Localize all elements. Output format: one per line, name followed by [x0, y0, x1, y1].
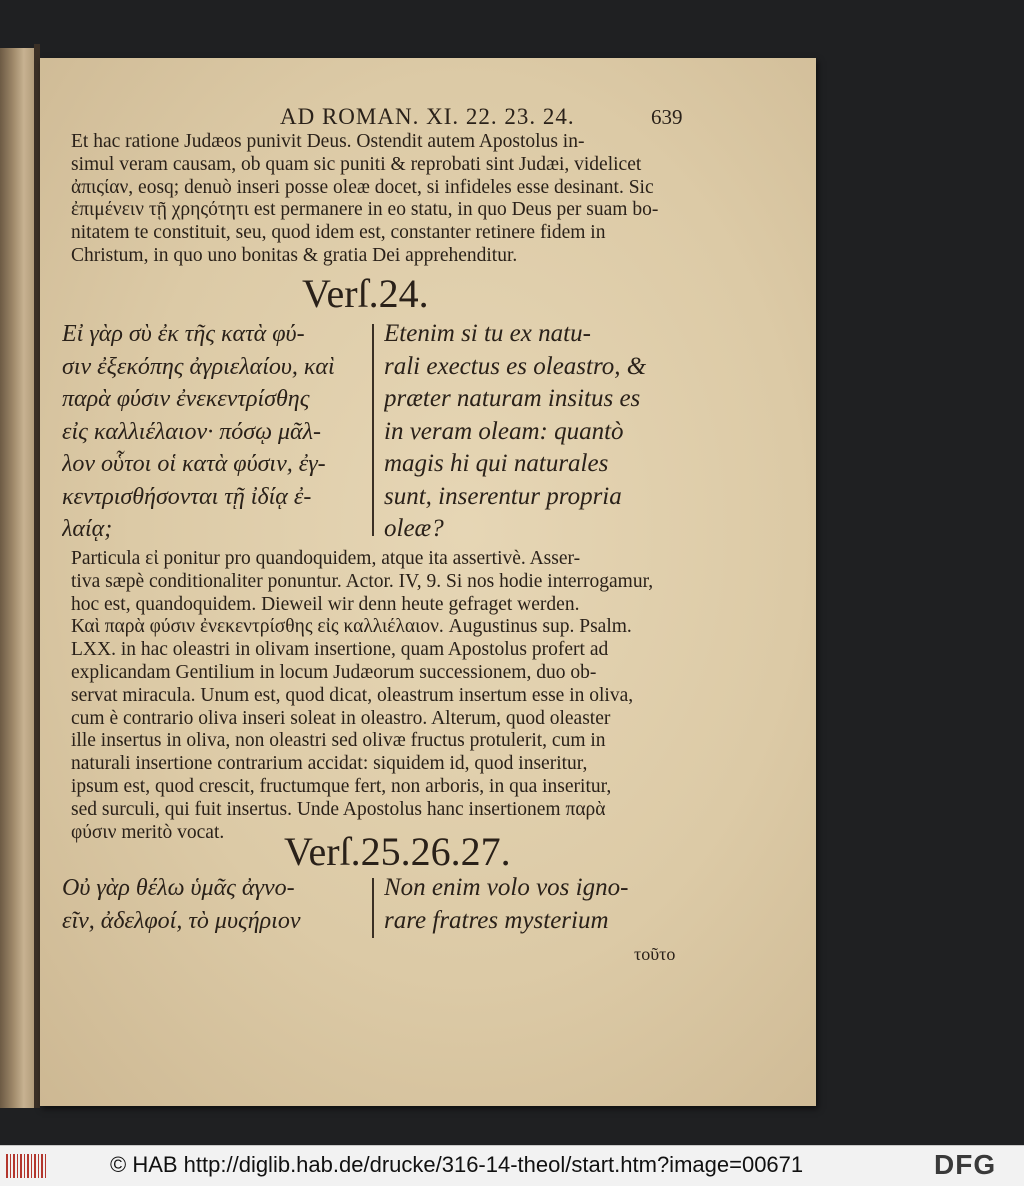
text-line: nitatem te constituit, seu, quod idem est, constanter retinere fidem in — [71, 222, 606, 244]
copyright-link[interactable]: © HAB http://diglib.hab.de/drucke/316-14-theol/start.htm?image=00671 — [110, 1152, 804, 1177]
latin-line: Non enim volo vos igno- — [384, 874, 629, 901]
text-line: Et hac ratione Judæos punivit Deus. Ostendit autem Apostolus in- — [71, 131, 585, 152]
latin-line: rare fratres mysterium — [384, 906, 609, 934]
verse-heading: Verſ.24. — [302, 271, 429, 316]
greek-verse-text — [62, 318, 372, 546]
intro-paragraph — [71, 131, 685, 268]
column-divider — [372, 324, 374, 536]
commentary-paragraph — [71, 548, 685, 844]
text-line: explicandam Gentilium in locum Judæorum successionem, duo ob- — [71, 661, 597, 683]
greek-line: εῖν, ἀδελφοί, τὸ μυςήριον — [62, 907, 301, 934]
column-divider — [372, 878, 374, 938]
hab-logo-icon — [6, 1154, 46, 1178]
text-line: ἐπιμένειν τῇ χρηςότητι est permanere in eo statu, in quo Deus per suam bo- — [71, 199, 659, 221]
text-line: ille insertus in oliva, non oleastri sed olivæ fructus protulerit, cum in — [71, 730, 606, 752]
latin-verse-text — [384, 872, 684, 937]
text-line: ipsum est, quod crescit, fructumque fert, non arboris, in qua inseritur, — [71, 775, 612, 797]
latin-line: in veram oleam: quantò — [384, 417, 624, 445]
text-line: naturali insertione contrarium accidat: siquidem id, quod inseritur, — [71, 753, 588, 775]
text-line: tiva sæpè conditionaliter ponuntur. Actor. IV, 9. Si nos hodie interrogamur, — [71, 570, 654, 592]
text-line: sed surculi, qui fuit insertus. Unde Apostolus hanc insertionem παρὰ — [71, 798, 606, 820]
book-page — [40, 58, 816, 1106]
text-line: ἀπιςίαν, eosq; denuò inseri posse oleæ docet, si infideles esse desinant. Sic — [71, 176, 654, 198]
text-line: servat miracula. Unum est, quod dicat, oleastrum insertum esse in oliva, — [71, 684, 634, 706]
greek-line: Εἰ γὰρ σὺ ἐκ τῆς κατὰ φύ- — [62, 321, 305, 347]
dfg-logo: DFG — [934, 1149, 997, 1180]
latin-line: magis hi qui naturales — [384, 450, 609, 477]
text-line: φύσιν meritò vocat. — [71, 821, 225, 843]
greek-line: λαίᾳ; — [62, 516, 113, 542]
text-line: Particula εἰ ponitur pro quandoquidem, atque ita assertivè. Asser- — [71, 548, 581, 569]
greek-line: εἰς καλλιέλαιον· πόσῳ μᾶλ- — [62, 418, 322, 445]
greek-line: λον οὗτοι οἱ κατὰ φύσιν, ἐγ- — [62, 451, 326, 477]
latin-line: sunt, inserentur propria — [384, 482, 622, 510]
latin-line: oleæ? — [384, 515, 444, 542]
viewer-footer — [0, 1145, 1024, 1186]
text-line: Καὶ παρὰ φύσιν ἐνεκεντρίσθης εἰς καλλιέλαιον. Augustinus sup. Psalm. — [71, 616, 632, 638]
greek-line: κεντρισθήσονται τῇ ἰδίᾳ ἐ- — [62, 483, 312, 510]
text-line: cum è contrario oliva inseri soleat in oleastro. Alterum, quod oleaster — [71, 707, 611, 729]
catchword: τοῦτο — [634, 944, 676, 964]
greek-line: παρὰ φύσιν ἐνεκεντρίσθης — [62, 386, 310, 412]
greek-line: σιν ἐξεκόπης ἀγριελαίου, καὶ — [62, 353, 335, 380]
facing-page-edge — [0, 48, 35, 1108]
verse-heading: Verſ.25.26.27. — [284, 829, 511, 874]
text-line: simul veram causam, ob quam sic puniti & reprobati sint Judæi, videlicet — [71, 153, 642, 175]
text-line: LXX. in hac oleastri in olivam insertione, quam Apostolus profert ad — [71, 639, 609, 661]
text-line: Christum, in quo uno bonitas & gratia Dei apprehenditur. — [71, 244, 518, 266]
greek-verse-text — [62, 872, 372, 937]
latin-line: Etenim si tu ex natu- — [384, 320, 591, 347]
running-head: AD ROMAN. XI. 22. 23. 24. — [280, 104, 575, 129]
latin-line: rali exectus es oleastro, & — [384, 352, 647, 380]
latin-line: præter naturam insitus es — [384, 385, 641, 412]
page-number: 639 — [651, 105, 683, 129]
latin-verse-text — [384, 318, 684, 546]
text-line: hoc est, quandoquidem. Dieweil wir denn heute gefraget werden. — [71, 593, 580, 615]
greek-line: Οὐ γὰρ θέλω ὑμᾶς ἀγνο- — [62, 875, 295, 901]
